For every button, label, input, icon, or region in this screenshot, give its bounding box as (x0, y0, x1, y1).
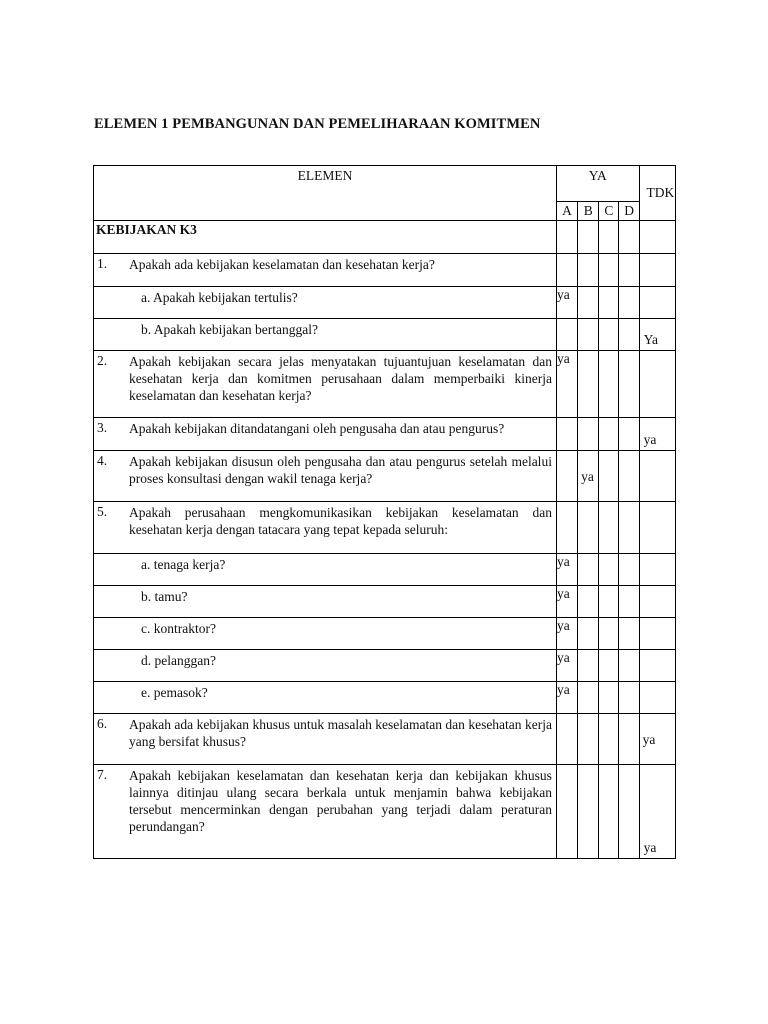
question-number: 2. (97, 353, 108, 368)
header-tdk-cell (639, 166, 675, 221)
question-text: d. pelanggan? (141, 653, 216, 668)
answer-tdk: ya (639, 714, 675, 765)
table-row (94, 554, 676, 586)
answer-a (556, 319, 577, 351)
table-row (94, 351, 676, 418)
answer-tdk: Ya (639, 319, 675, 351)
answer-tdk: ya (639, 418, 675, 451)
question-number: 6. (97, 716, 108, 731)
answer-tdk: ya (639, 765, 675, 859)
answer-b: ya (578, 451, 599, 502)
answer-tdk (639, 618, 675, 650)
answer-tdk (639, 554, 675, 586)
answer-tdk (639, 287, 675, 319)
question-text: e. pemasok? (141, 685, 208, 700)
table-row (94, 586, 676, 618)
table-row (94, 765, 676, 859)
question-number: 1. (97, 256, 108, 271)
answer-a: ya (556, 682, 577, 714)
question-text: b. Apakah kebijakan bertanggal? (141, 322, 318, 337)
header-ya: YA (556, 166, 639, 202)
header-d: D (619, 202, 639, 221)
answer-b (578, 418, 599, 451)
table-row (94, 682, 676, 714)
checklist-table (93, 165, 676, 859)
table-row (94, 451, 676, 502)
answer-a (556, 502, 577, 554)
question-number: 3. (97, 420, 108, 435)
answer-a: ya (556, 287, 577, 319)
answer-b (578, 287, 599, 319)
question-number: 4. (97, 453, 108, 468)
question-text: Apakah kebijakan secara jelas menyatakan tujuantujuan keselamatan dan kesehatan kerja dan komitmen perusahaan dalam memperbaiki kinerja keselamatan dan kesehatan kerja? (129, 354, 552, 403)
answer-b (578, 319, 599, 351)
answer-a: ya (556, 650, 577, 682)
header-a: A (556, 202, 577, 221)
question-text: a. Apakah kebijakan tertulis? (141, 290, 298, 305)
answer-b (578, 650, 599, 682)
answer-a: ya (556, 351, 577, 418)
table-row (94, 319, 676, 351)
header-c: C (599, 202, 619, 221)
question-text: Apakah ada kebijakan khusus untuk masalah keselamatan dan kesehatan kerja yang bersifat khusus? (129, 717, 552, 749)
answer-tdk (639, 586, 675, 618)
table-row (94, 418, 676, 451)
table-row (94, 714, 676, 765)
header-b: B (578, 202, 599, 221)
document-title: ELEMEN 1 PEMBANGUNAN DAN PEMELIHARAAN KOMITMEN (94, 116, 541, 132)
answer-b (578, 714, 599, 765)
table-row (94, 650, 676, 682)
answer-a: ya (556, 586, 577, 618)
answer-tdk (639, 254, 675, 287)
answer-b (578, 554, 599, 586)
answer-tdk (639, 502, 675, 554)
answer-tdk (639, 650, 675, 682)
answer-tdk (639, 351, 675, 418)
answer-a (556, 418, 577, 451)
answer-b (578, 502, 599, 554)
header-row (94, 166, 676, 202)
answer-a (556, 714, 577, 765)
answer-b (578, 351, 599, 418)
question-text: Apakah ada kebijakan keselamatan dan kesehatan kerja? (129, 257, 435, 272)
question-text: Apakah kebijakan ditandatangani oleh pengusaha dan atau pengurus? (129, 421, 505, 436)
question-text: Apakah kebijakan disusun oleh pengusaha dan atau pengurus setelah melalui proses konsultasi dengan wakil tenaga kerja? (129, 454, 552, 486)
header-elemen: ELEMEN (94, 166, 557, 221)
section-title: KEBIJAKAN K3 (94, 221, 557, 254)
answer-b (578, 618, 599, 650)
question-text: a. tenaga kerja? (141, 557, 226, 572)
answer-a (556, 451, 577, 502)
question-number: 7. (97, 767, 108, 782)
question-text: Apakah kebijakan keselamatan dan kesehatan kerja dan kebijakan khusus lainnya ditinjau ulang secara berkala untuk menjamin bahwa kebijakan tersebut mencerminkan dengan perubahan yang terjadi dalam peraturan perundangan? (129, 768, 552, 834)
answer-a (556, 765, 577, 859)
question-text: b. tamu? (141, 589, 188, 604)
answer-tdk (639, 451, 675, 502)
answer-a: ya (556, 618, 577, 650)
answer-b (578, 682, 599, 714)
table-row (94, 287, 676, 319)
answer-b (578, 586, 599, 618)
question-text: c. kontraktor? (141, 621, 216, 636)
table-row (94, 502, 676, 554)
table-row (94, 254, 676, 287)
question-number: 5. (97, 504, 108, 519)
answer-a: ya (556, 554, 577, 586)
table-row (94, 618, 676, 650)
answer-a (556, 254, 577, 287)
question-text: Apakah perusahaan mengkomunikasikan kebijakan keselamatan dan kesehatan kerja dengan tatacara yang tepat kepada seluruh: (129, 505, 552, 537)
section-row (94, 221, 676, 254)
header-tdk: TDK (646, 185, 675, 200)
answer-tdk (639, 682, 675, 714)
answer-b (578, 254, 599, 287)
answer-b (578, 765, 599, 859)
